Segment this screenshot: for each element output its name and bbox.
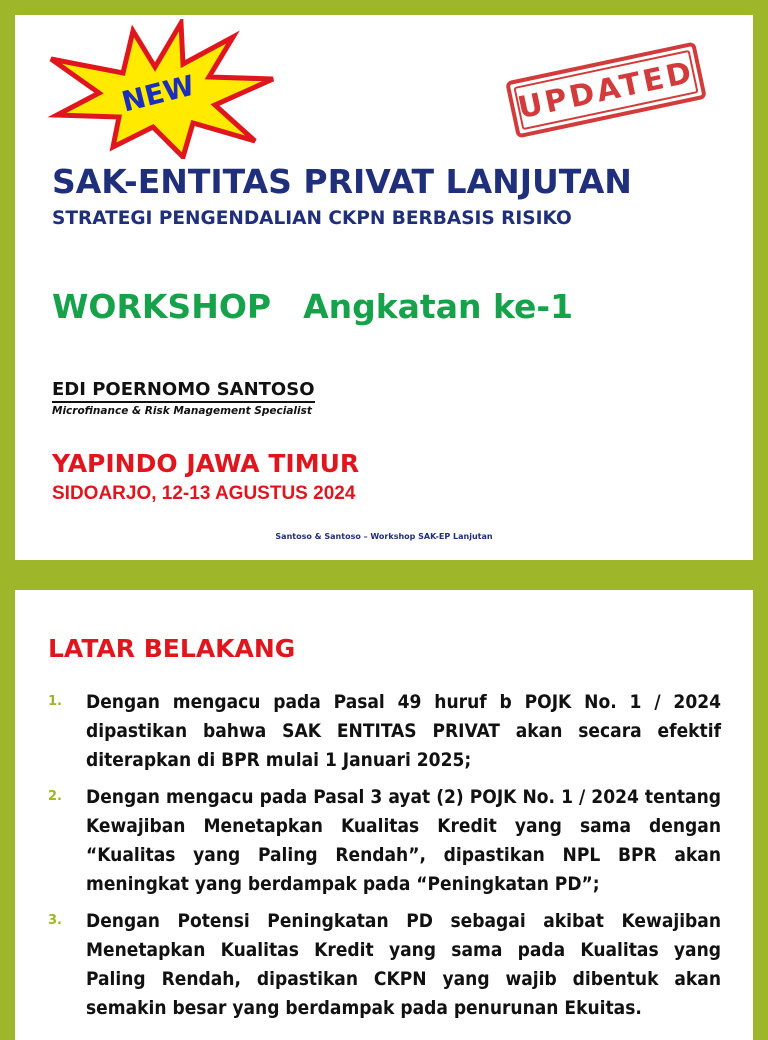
updated-stamp	[505, 41, 707, 138]
workshop-label: WORKSHOP	[52, 287, 272, 326]
updated-stamp-text: UPDATED	[514, 54, 698, 126]
slide-heading: LATAR BELAKANG	[48, 634, 296, 663]
presenter-role: Microfinance & Risk Management Specialist	[52, 405, 312, 417]
title-slide	[15, 15, 753, 560]
list-item	[48, 907, 721, 1023]
new-starburst-badge	[33, 19, 283, 159]
presenter-name: EDI POERNOMO SANTOSO	[52, 379, 315, 403]
slide-footer: Santoso & Santoso – Workshop SAK-EP Lanjutan	[275, 532, 493, 541]
list-text: Dengan mengacu pada Pasal 49 huruf b POJK No. 1 / 2024 dipastikan bahwa SAK ENTITAS PRIVAT akan secara efektif diterapkan di BPR mulai 1 Januari 2025;	[86, 691, 721, 771]
background-list	[48, 688, 721, 1031]
list-text: Dengan mengacu pada Pasal 3 ayat (2) POJK No. 1 / 2024 tentang Kewajiban Menetapkan Kualitas Kredit yang sama dengan “Kualitas yang Paling Rendah”, dipastikan NPL BPR akan meningkat yang berdampak pada “Peningkatan PD”;	[86, 786, 721, 895]
slide-subtitle: STRATEGI PENGENDALIAN CKPN BERBASIS RISIKO	[52, 208, 572, 229]
list-number: 3.	[48, 913, 62, 928]
new-badge-text: NEW	[118, 68, 198, 119]
slide-title: SAK-ENTITAS PRIVAT LANJUTAN	[52, 162, 632, 201]
workshop-batch: Angkatan ke-1	[303, 287, 574, 326]
event-place-date: SIDOARJO, 12-13 AGUSTUS 2024	[52, 483, 356, 504]
organizer-name: YAPINDO JAWA TIMUR	[52, 449, 360, 478]
background-slide	[15, 590, 753, 1040]
list-item	[48, 688, 721, 775]
list-number: 2.	[48, 789, 62, 804]
list-text: Dengan Potensi Peningkatan PD sebagai akibat Kewajiban Menetapkan Kualitas Kredit yang sama pada Kualitas yang Paling Rendah, dipastikan CKPN yang wajib dibentuk akan semakin besar yang berdampak pada penurunan Ekuitas.	[86, 910, 721, 1019]
list-item	[48, 783, 721, 899]
workshop-line	[52, 287, 573, 326]
list-number: 1.	[48, 694, 62, 709]
